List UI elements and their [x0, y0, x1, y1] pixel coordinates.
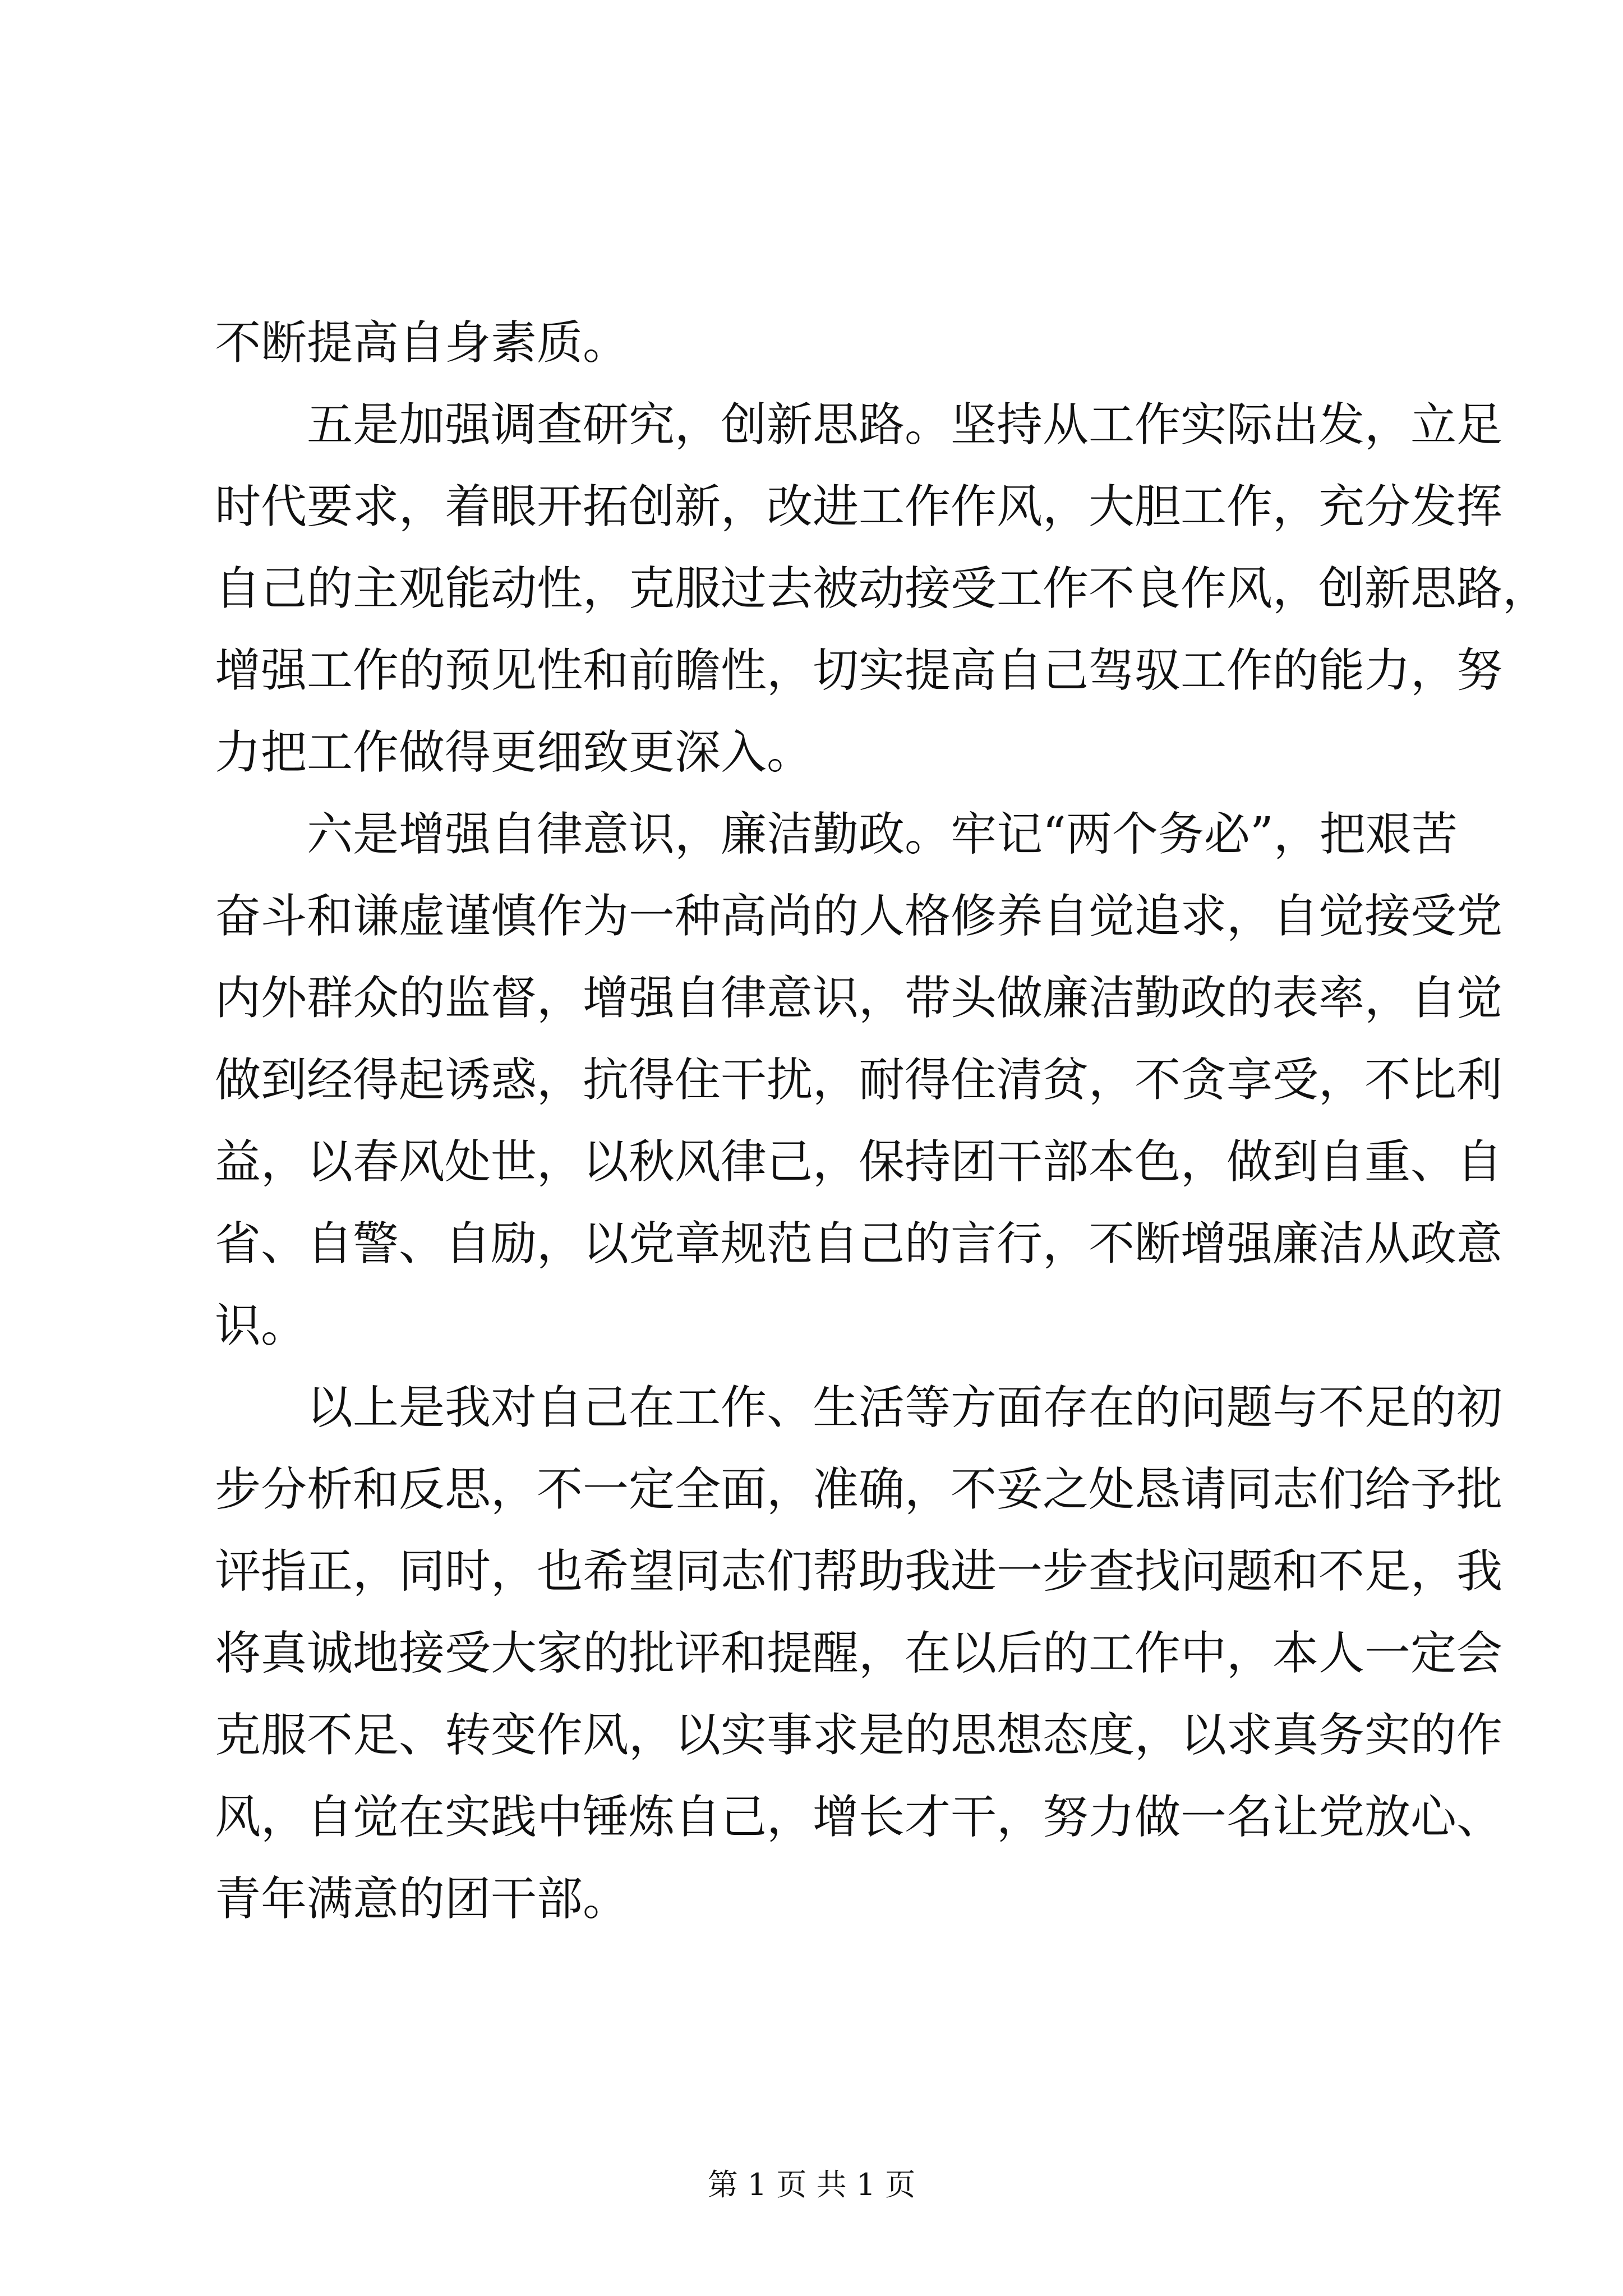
paragraph-7-line-4: 将真诚地接受大家的批评和提醒，在以后的工作中，本人一定会: [215, 1627, 1503, 1680]
paragraph-6-line-4: 做到经得起诱惑，抗得住干扰，耐得住清贫，不贪享受，不比利: [215, 1053, 1503, 1107]
paragraph-7-line-2: 步分析和反思，不一定全面，准确，不妥之处恳请同志们给予批: [215, 1463, 1503, 1516]
paragraph-7-line-7: 青年满意的团干部。: [215, 1872, 629, 1926]
paragraph-7-line-1: 以上是我对自己在工作、生活等方面存在的问题与不足的初: [307, 1381, 1503, 1434]
paragraph-6-line-1: 六是增强自律意识，廉洁勤政。牢记“两个务必”，把艰苦: [307, 808, 1458, 861]
paragraph-6-line-3: 内外群众的监督，增强自律意识，带头做廉洁勤政的表率，自觉: [215, 972, 1503, 1025]
paragraph-6-line-2: 奋斗和谦虚谨慎作为一种高尚的人格修养自觉追求，自觉接受党: [215, 890, 1503, 943]
paragraph-6-line-5: 益，以春风处世，以秋风律己，保持团干部本色，做到自重、自: [215, 1135, 1503, 1189]
page-number-footer: 第 1 页 共 1 页: [707, 2167, 916, 2202]
paragraph-7-line-6: 风，自觉在实践中锤炼自己，增长才干，努力做一名让党放心、: [215, 1791, 1503, 1844]
paragraph-5-line-1: 五是加强调查研究，创新思路。坚持从工作实际出发，立足: [307, 398, 1503, 452]
paragraph-5-line-2: 时代要求，着眼开拓创新，改进工作作风，大胆工作，充分发挥: [215, 480, 1503, 533]
paragraph-4-line-end: 不断提高自身素质。: [215, 316, 629, 370]
paragraph-5-line-4: 增强工作的预见性和前瞻性，切实提高自己驾驭工作的能力，努: [215, 644, 1503, 697]
paragraph-6-line-6: 省、自警、自励，以党章规范自己的言行，不断增强廉洁从政意: [215, 1217, 1503, 1271]
paragraph-6-line-7: 识。: [215, 1299, 307, 1352]
paragraph-7-line-5: 克服不足、转变作风，以实事求是的思想态度，以求真务实的作: [215, 1709, 1503, 1762]
paragraph-5-line-5: 力把工作做得更细致更深入。: [215, 726, 813, 779]
paragraph-5-line-3: 自己的主观能动性，克服过去被动接受工作不良作风，创新思路，: [215, 562, 1549, 615]
paragraph-7-line-3: 评指正，同时，也希望同志们帮助我进一步查找问题和不足，我: [215, 1545, 1503, 1598]
